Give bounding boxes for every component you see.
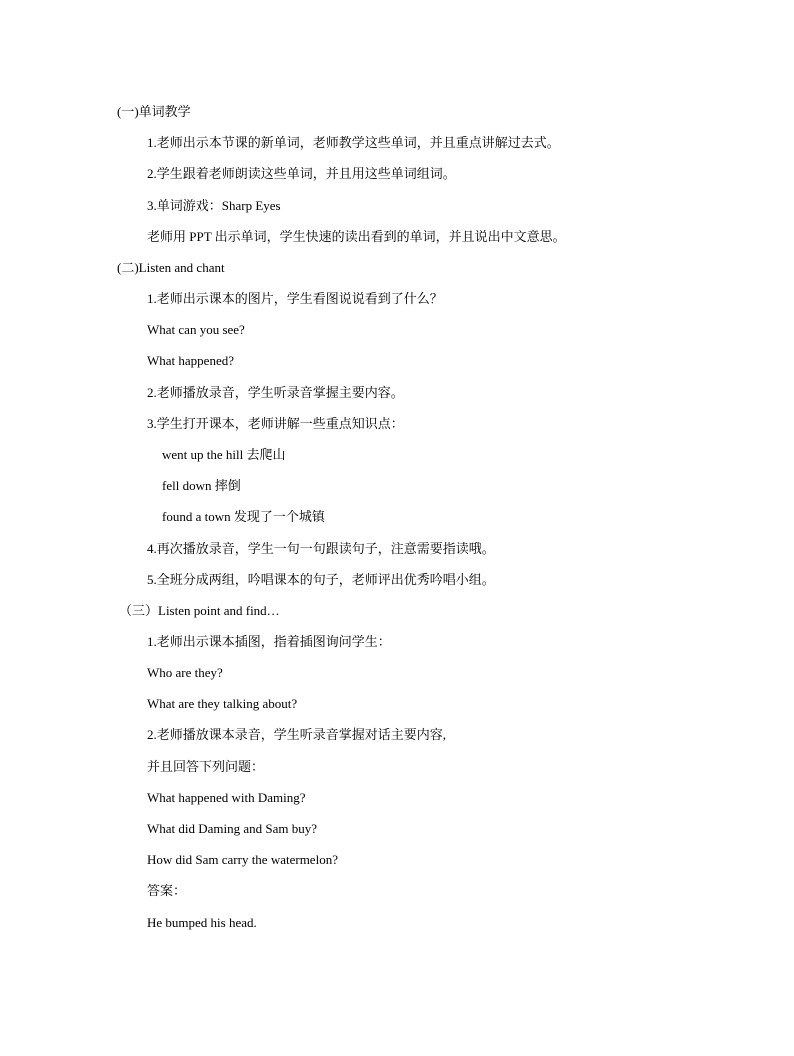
- section2-item-7: 5.全班分成两组，吟唱课本的句子，老师评出优秀吟唱小组。: [147, 572, 495, 587]
- section3-item-6: What happened with Daming?: [147, 790, 306, 805]
- section3-item-7: What did Daming and Sam buy?: [147, 821, 318, 836]
- section1-item-4: 老师用 PPT 出示单词，学生快速的读出看到的单词，并且说出中文意思。: [147, 229, 566, 244]
- section2-item-6: 4.再次播放录音，学生一句一句跟读句子，注意需要指读哦。: [147, 541, 495, 556]
- section3-item-4: 2.老师播放课本录音，学生听录音掌握对话主要内容,: [147, 727, 447, 742]
- section3-heading: （三）Listen point and find…: [119, 603, 280, 618]
- section3-item-5: 并且回答下列问题：: [147, 759, 265, 774]
- section3-item-3: What are they talking about?: [147, 696, 298, 711]
- section2-phrase-1: went up the hill 去爬山: [162, 447, 286, 462]
- section2-item-1: 1.老师出示课本的图片，学生看图说说看到了什么？: [147, 291, 443, 306]
- section1-item-3: 3.单词游戏：Sharp Eyes: [147, 198, 281, 213]
- section3-item-9: 答案：: [147, 883, 187, 898]
- section3-item-2: Who are they?: [147, 665, 223, 680]
- section2-item-4: 2.老师播放录音，学生听录音掌握主要内容。: [147, 385, 404, 400]
- section1-item-1: 1.老师出示本节课的新单词，老师教学这些单词，并且重点讲解过去式。: [147, 135, 560, 150]
- section2-phrase-3: found a town 发现了一个城镇: [162, 509, 325, 524]
- section3-item-1: 1.老师出示课本插图，指着插图询问学生：: [147, 634, 391, 649]
- section1-heading: (一)单词教学: [117, 104, 191, 119]
- section1-item-2: 2.学生跟着老师朗读这些单词，并且用这些单词组词。: [147, 166, 456, 181]
- section2-item-3: What happened?: [147, 353, 234, 368]
- section2-heading: (二)Listen and chant: [117, 260, 225, 275]
- section2-item-5: 3.学生打开课本，老师讲解一些重点知识点：: [147, 416, 404, 431]
- section2-item-2: What can you see?: [147, 322, 245, 337]
- section3-item-10: He bumped his head.: [147, 915, 257, 930]
- section2-phrase-2: fell down 摔倒: [162, 478, 241, 493]
- section3-item-8: How did Sam carry the watermelon?: [147, 852, 338, 867]
